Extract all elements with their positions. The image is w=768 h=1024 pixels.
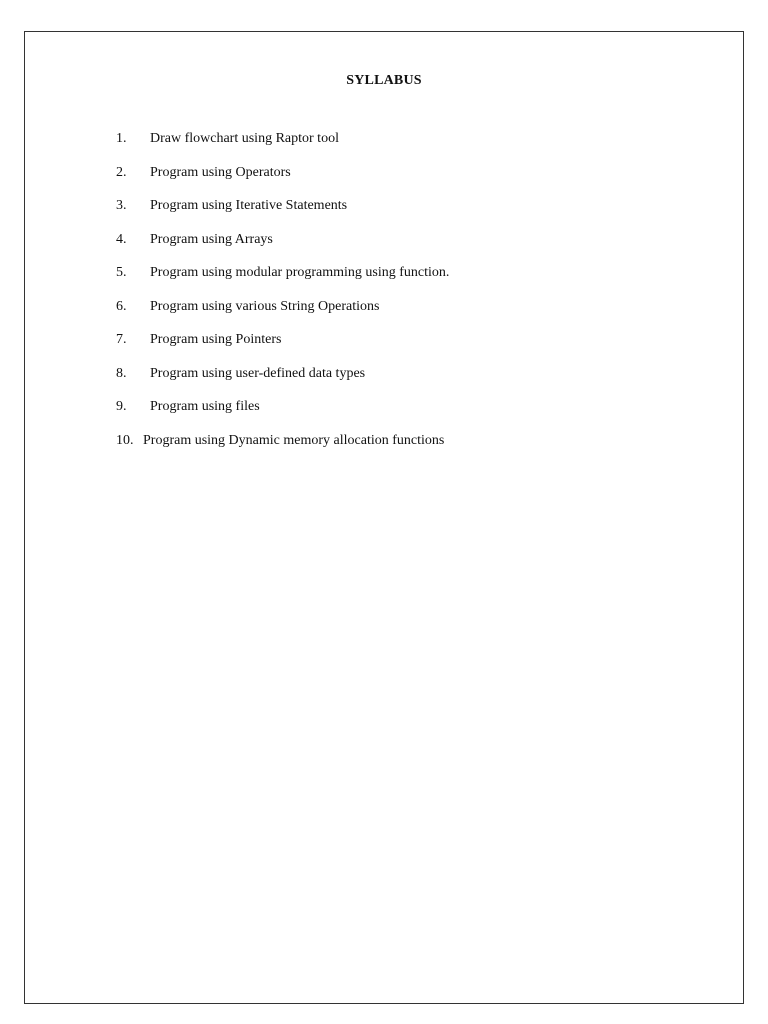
item-number: 4.	[116, 231, 127, 247]
item-text: Program using Operators	[150, 164, 291, 180]
item-text: Program using Iterative Statements	[150, 198, 348, 213]
item-text: Program using various String Operations	[150, 298, 380, 314]
page-title: SYLLABUS	[346, 73, 422, 88]
item-text: Program using modular programming using function.	[150, 265, 450, 280]
item-number: 2.	[116, 164, 127, 180]
item-number: 7.	[116, 332, 127, 347]
item-number: 6.	[116, 298, 127, 314]
item-number: 1.	[116, 131, 127, 146]
item-text: Program using Pointers	[150, 332, 282, 347]
item-text: Draw flowchart using Raptor tool	[150, 131, 339, 146]
item-text: Program using files	[150, 399, 260, 414]
item-number: 9.	[116, 399, 127, 414]
item-text: Program using Arrays	[150, 231, 273, 247]
item-number: 5.	[116, 265, 127, 280]
page-border	[24, 31, 744, 1004]
item-number: 3.	[116, 198, 127, 213]
item-number: 10.	[116, 432, 134, 448]
item-text: Program using Dynamic memory allocation functions	[143, 432, 445, 448]
item-number: 8.	[116, 365, 127, 381]
item-text: Program using user-defined data types	[150, 365, 366, 381]
